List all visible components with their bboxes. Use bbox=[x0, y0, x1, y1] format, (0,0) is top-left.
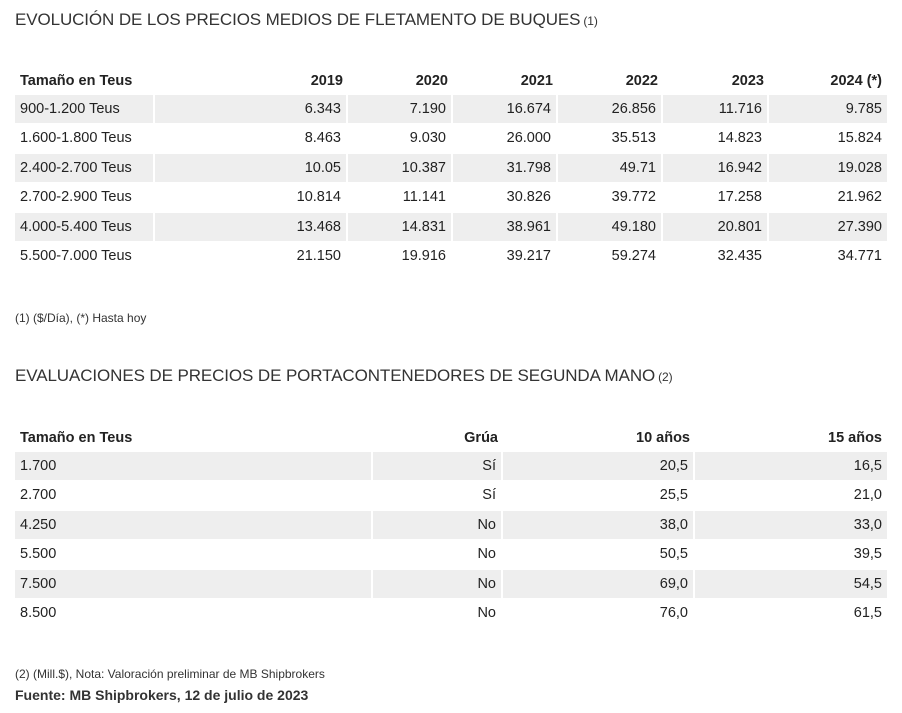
table-cell: 9.785 bbox=[769, 95, 887, 125]
table-cell: 11.141 bbox=[348, 184, 453, 214]
table-cell: 16.674 bbox=[453, 95, 558, 125]
table-row bbox=[15, 570, 887, 600]
table-cell: 7.190 bbox=[348, 95, 453, 125]
table-cell: No bbox=[373, 511, 503, 541]
table-cell: 10.05 bbox=[155, 154, 348, 184]
table-row bbox=[15, 600, 887, 630]
secondhand-table-title-ref: (2) bbox=[658, 370, 673, 384]
column-header: Tamaño en Teus bbox=[20, 72, 133, 89]
table-row bbox=[15, 125, 887, 155]
table-cell: 39.772 bbox=[558, 184, 663, 214]
table-cell: 21,0 bbox=[695, 482, 887, 512]
table-cell: No bbox=[373, 600, 503, 630]
table-cell: 39.217 bbox=[453, 243, 558, 273]
table-cell: 59.274 bbox=[558, 243, 663, 273]
table-cell: 14.823 bbox=[663, 125, 769, 155]
table-cell: Sí bbox=[373, 482, 503, 512]
table-cell: 14.831 bbox=[348, 213, 453, 243]
secondhand-table-note: (2) (Mill.$), Nota: Valoración preliminar de MB Shipbrokers bbox=[15, 667, 325, 681]
table-cell: 49.71 bbox=[558, 154, 663, 184]
table-cell: 5.500-7.000 Teus bbox=[15, 243, 155, 273]
table-row bbox=[15, 154, 887, 184]
table-cell: 1.600-1.800 Teus bbox=[15, 125, 155, 155]
table-cell: 26.856 bbox=[558, 95, 663, 125]
secondhand-table-title bbox=[15, 366, 673, 386]
column-header: 10 años bbox=[636, 429, 690, 446]
table-cell: Sí bbox=[373, 452, 503, 482]
table-cell: 1.700 bbox=[15, 452, 373, 482]
table-header-row bbox=[15, 66, 887, 95]
table-row bbox=[15, 184, 887, 214]
table-cell: 5.500 bbox=[15, 541, 373, 571]
table-cell: 20,5 bbox=[503, 452, 695, 482]
table-cell: 6.343 bbox=[155, 95, 348, 125]
table-cell: 16,5 bbox=[695, 452, 887, 482]
column-header: 15 años bbox=[828, 429, 882, 446]
table-cell: 16.942 bbox=[663, 154, 769, 184]
secondhand-table-title-text: EVALUACIONES DE PRECIOS DE PORTACONTENEDORES DE SEGUNDA MANO bbox=[15, 366, 656, 385]
table-row bbox=[15, 243, 887, 273]
charter-table-note: (1) ($/Día), (*) Hasta hoy bbox=[15, 311, 147, 325]
table-row bbox=[15, 95, 887, 125]
column-header: 2024 (*) bbox=[830, 72, 882, 89]
table-cell: 39,5 bbox=[695, 541, 887, 571]
table-cell: 35.513 bbox=[558, 125, 663, 155]
table-cell: 21.150 bbox=[155, 243, 348, 273]
table-cell: 4.000-5.400 Teus bbox=[15, 213, 155, 243]
table-cell: 9.030 bbox=[348, 125, 453, 155]
table-cell: 8.500 bbox=[15, 600, 373, 630]
table-cell: No bbox=[373, 570, 503, 600]
column-header: Tamaño en Teus bbox=[20, 429, 133, 446]
table-cell: 17.258 bbox=[663, 184, 769, 214]
secondhand-price-table bbox=[15, 423, 887, 629]
table-cell: 7.500 bbox=[15, 570, 373, 600]
charter-price-table bbox=[15, 66, 887, 272]
table-row bbox=[15, 541, 887, 571]
table-cell: 32.435 bbox=[663, 243, 769, 273]
charter-table-title-ref: (1) bbox=[583, 14, 598, 28]
table-cell: No bbox=[373, 541, 503, 571]
table-cell: 11.716 bbox=[663, 95, 769, 125]
table-cell: 27.390 bbox=[769, 213, 887, 243]
table-cell: 10.814 bbox=[155, 184, 348, 214]
table-cell: 30.826 bbox=[453, 184, 558, 214]
table-cell: 4.250 bbox=[15, 511, 373, 541]
table-cell: 49.180 bbox=[558, 213, 663, 243]
table-cell: 15.824 bbox=[769, 125, 887, 155]
table-header-row bbox=[15, 423, 887, 452]
table-cell: 2.700-2.900 Teus bbox=[15, 184, 155, 214]
table-cell: 8.463 bbox=[155, 125, 348, 155]
table-cell: 13.468 bbox=[155, 213, 348, 243]
source-line: Fuente: MB Shipbrokers, 12 de julio de 2023 bbox=[15, 687, 309, 703]
table-cell: 34.771 bbox=[769, 243, 887, 273]
table-cell: 31.798 bbox=[453, 154, 558, 184]
table-cell: 25,5 bbox=[503, 482, 695, 512]
table-row bbox=[15, 511, 887, 541]
table-cell: 26.000 bbox=[453, 125, 558, 155]
table-row bbox=[15, 452, 887, 482]
table-cell: 61,5 bbox=[695, 600, 887, 630]
table-cell: 900-1.200 Teus bbox=[15, 95, 155, 125]
column-header: 2019 bbox=[310, 72, 343, 89]
table-cell: 69,0 bbox=[503, 570, 695, 600]
table-cell: 50,5 bbox=[503, 541, 695, 571]
table-row bbox=[15, 482, 887, 512]
table-cell: 38.961 bbox=[453, 213, 558, 243]
column-header: 2021 bbox=[520, 72, 553, 89]
column-header: 2020 bbox=[415, 72, 448, 89]
table-row bbox=[15, 213, 887, 243]
column-header: 2022 bbox=[625, 72, 658, 89]
table-cell: 19.916 bbox=[348, 243, 453, 273]
table-cell: 54,5 bbox=[695, 570, 887, 600]
column-header: Grúa bbox=[464, 429, 498, 446]
table-cell: 10.387 bbox=[348, 154, 453, 184]
table-cell: 2.400-2.700 Teus bbox=[15, 154, 155, 184]
table-cell: 21.962 bbox=[769, 184, 887, 214]
column-header: 2023 bbox=[731, 72, 764, 89]
table-cell: 19.028 bbox=[769, 154, 887, 184]
table-cell: 76,0 bbox=[503, 600, 695, 630]
charter-table-title-text: EVOLUCIÓN DE LOS PRECIOS MEDIOS DE FLETAMENTO DE BUQUES bbox=[15, 10, 581, 29]
table-cell: 33,0 bbox=[695, 511, 887, 541]
table-cell: 38,0 bbox=[503, 511, 695, 541]
table-cell: 20.801 bbox=[663, 213, 769, 243]
table-cell: 2.700 bbox=[15, 482, 373, 512]
charter-table-title bbox=[15, 10, 598, 30]
